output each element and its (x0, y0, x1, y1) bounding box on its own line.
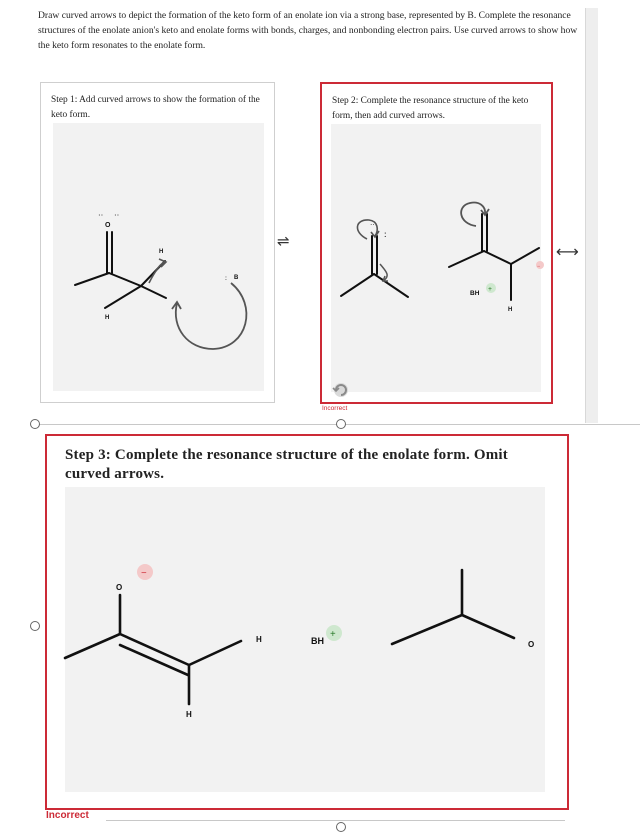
resize-handle-left-2[interactable] (30, 621, 40, 631)
bond (109, 273, 141, 286)
h-atom-right: H (256, 635, 262, 644)
bond (462, 615, 514, 638)
step2-title: Step 2: Complete the resonance structure of the keto form, then add curved arrows. (332, 96, 529, 121)
curved-arrow-3 (357, 220, 379, 239)
h-atom-left: H (105, 315, 110, 321)
h-atom-bottom: H (186, 710, 192, 719)
step3-canvas[interactable] (65, 487, 545, 792)
bond (75, 273, 109, 285)
minus-charge: − (537, 264, 541, 270)
oxygen-atom: O (116, 583, 123, 592)
bond (189, 641, 241, 665)
bond (65, 634, 120, 658)
base-atom: B (234, 275, 239, 281)
lone-pair: ·· (370, 221, 375, 229)
bond (449, 251, 484, 267)
h-atom-top: H (159, 249, 164, 255)
step2-canvas[interactable] (331, 124, 541, 392)
bond (392, 615, 462, 644)
instructions-text: Draw curved arrows to depict the formation of the keto form of an enolate ion via a strong base, represented by B. Complete the resonance structures of the enolate anion's keto and enolate forms with bonds, charges, and nonbonding electron pairs. Use curved arrows to show how the keto form resonates to the enolate form. (38, 10, 578, 51)
resonance-arrow: ⟷ (556, 242, 579, 261)
step2-panel (320, 82, 553, 412)
bh-label: BH (311, 636, 324, 646)
resize-handle-left[interactable] (30, 419, 40, 429)
scrollbar-track[interactable] (585, 8, 598, 423)
step2-status: Incorrect (322, 405, 348, 412)
bond (141, 286, 166, 298)
bond (374, 274, 408, 297)
bond (511, 248, 539, 264)
step1-panel (40, 82, 275, 403)
lone-pair: ·· (114, 211, 120, 220)
oxygen-atom-right: O (528, 640, 535, 649)
curved-arrow-1 (172, 283, 246, 349)
step1-title: Step 1: Add curved arrows to show the formation of the keto form. (51, 95, 260, 120)
bottom-divider (106, 820, 565, 821)
step1-canvas[interactable] (53, 123, 264, 391)
plus-charge: + (330, 629, 336, 640)
lone-pair: ·· (98, 211, 104, 220)
step3-title: Step 3: Complete the resonance structure of the enolate form. Omit curved arrows. (65, 447, 508, 482)
step1-molecule (53, 123, 264, 391)
curved-arrow-5 (461, 203, 489, 226)
bh-label: BH (470, 290, 480, 297)
h-atom: H (508, 307, 513, 313)
bond (341, 274, 374, 296)
curved-arrow-2 (149, 259, 166, 283)
oxygen-atom: O (105, 222, 111, 229)
step3-status: Incorrect (46, 810, 89, 821)
resize-handle-bottom[interactable] (336, 822, 346, 832)
step3-molecule (65, 487, 545, 792)
plus-charge: + (488, 285, 492, 293)
refresh-icon[interactable] (330, 380, 354, 400)
resize-handle-center[interactable] (336, 419, 346, 429)
lone-pair-colon: : (384, 229, 387, 239)
bond (484, 251, 511, 264)
bond (105, 286, 141, 308)
minus-charge: − (141, 568, 147, 579)
step2-molecule (331, 124, 541, 392)
equilibrium-arrow: ⇌ (277, 232, 290, 250)
lone-pair: : (225, 274, 227, 282)
